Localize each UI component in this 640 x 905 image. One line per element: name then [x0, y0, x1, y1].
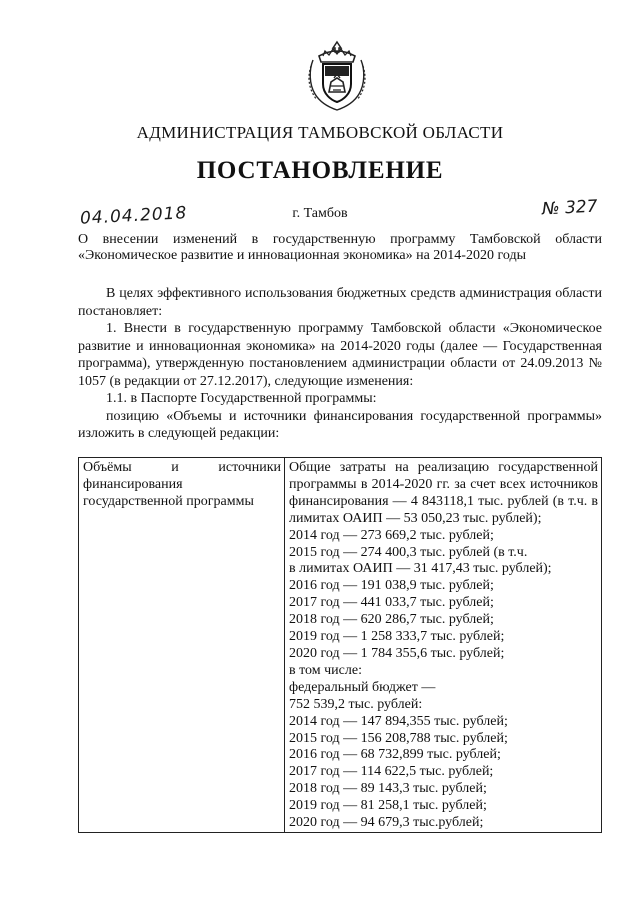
- organization-name: АДМИНИСТРАЦИЯ ТАМБОВСКОЙ ОБЛАСТИ: [136, 123, 504, 142]
- paragraph-item-1-1: 1.1. в Паспорте Государственной программы:: [106, 391, 377, 406]
- list-item: в лимитах ОАИП — 31 417,43 тыс. рублей);: [289, 561, 552, 577]
- list-item: 2020 год — 94 679,3 тыс.рублей;: [289, 815, 484, 831]
- federal-budget-total: 752 539,2 тыс. рублей:: [289, 696, 423, 712]
- document-body: [78, 285, 602, 443]
- list-item: 2019 год — 1 258 333,7 тыс. рублей;: [289, 629, 505, 645]
- table-row: [79, 458, 602, 833]
- list-item: 2015 год — 156 208,788 тыс. рублей;: [289, 730, 508, 746]
- including-label: в том числе:: [289, 662, 362, 678]
- list-item: 2019 год — 81 258,1 тыс. рублей;: [289, 798, 487, 814]
- list-item: 2016 год — 68 732,899 тыс. рублей;: [289, 747, 501, 763]
- paragraph-position: позицию «Объемы и источники финансирования государственной программы» изложить в следующей редакции:: [78, 408, 602, 441]
- handwritten-date: 04.04.2018: [79, 203, 188, 229]
- coat-of-arms-icon: [305, 40, 369, 112]
- list-item: 2016 год — 191 038,9 тыс. рублей;: [289, 578, 494, 594]
- federal-budget-label: федеральный бюджет —: [289, 679, 436, 695]
- list-item: 2014 год — 147 894,355 тыс. рублей;: [289, 713, 508, 729]
- document-subject: О внесении изменений в государственную программу Тамбовской области «Экономическое развитие и инновационная экономика» на 2014-2020 годы: [78, 232, 602, 263]
- passport-table: [78, 457, 602, 833]
- list-item: 2014 год — 273 669,2 тыс. рублей;: [289, 527, 494, 543]
- list-item: 2020 год — 1 784 355,6 тыс. рублей;: [289, 645, 505, 661]
- document-title: ПОСТАНОВЛЕНИЕ: [196, 157, 444, 184]
- table-cell-values: [285, 458, 602, 833]
- list-item: 2017 год — 441 033,7 тыс. рублей;: [289, 595, 494, 611]
- handwritten-number: № 327: [541, 196, 599, 220]
- table-cell-label: Объёмы и источники финансирования государственной программы: [79, 458, 285, 833]
- paragraph-item-1: 1. Внести в государственную программу Тамбовской области «Экономическое развитие и инновационная экономика» на 2014-2020 годы (далее — Государственная программа), утвержденную постановлением администрации области от 24.09.2013 № 1057 (в редакции от 27.12.2017), следующие изменения:: [78, 321, 602, 389]
- city-name: г. Тамбов: [292, 206, 348, 221]
- list-item: 2018 год — 89 143,3 тыс. рублей;: [289, 781, 487, 797]
- list-item: 2018 год — 620 286,7 тыс. рублей;: [289, 612, 494, 628]
- paragraph-preamble: В целях эффективного использования бюджетных средств администрация области постановляет:: [78, 286, 602, 319]
- list-item: 2017 год — 114 622,5 тыс. рублей;: [289, 764, 494, 780]
- list-item: 2015 год — 274 400,3 тыс. рублей (в т.ч.: [289, 544, 528, 560]
- funding-intro: Общие затраты на реализацию государственной программы в 2014-2020 гг. за счет всех источников финансирования — 4 843118,1 тыс. рублей (в т.ч. в лимитах ОАИП — 53 050,23 тыс. рублей);: [289, 460, 598, 526]
